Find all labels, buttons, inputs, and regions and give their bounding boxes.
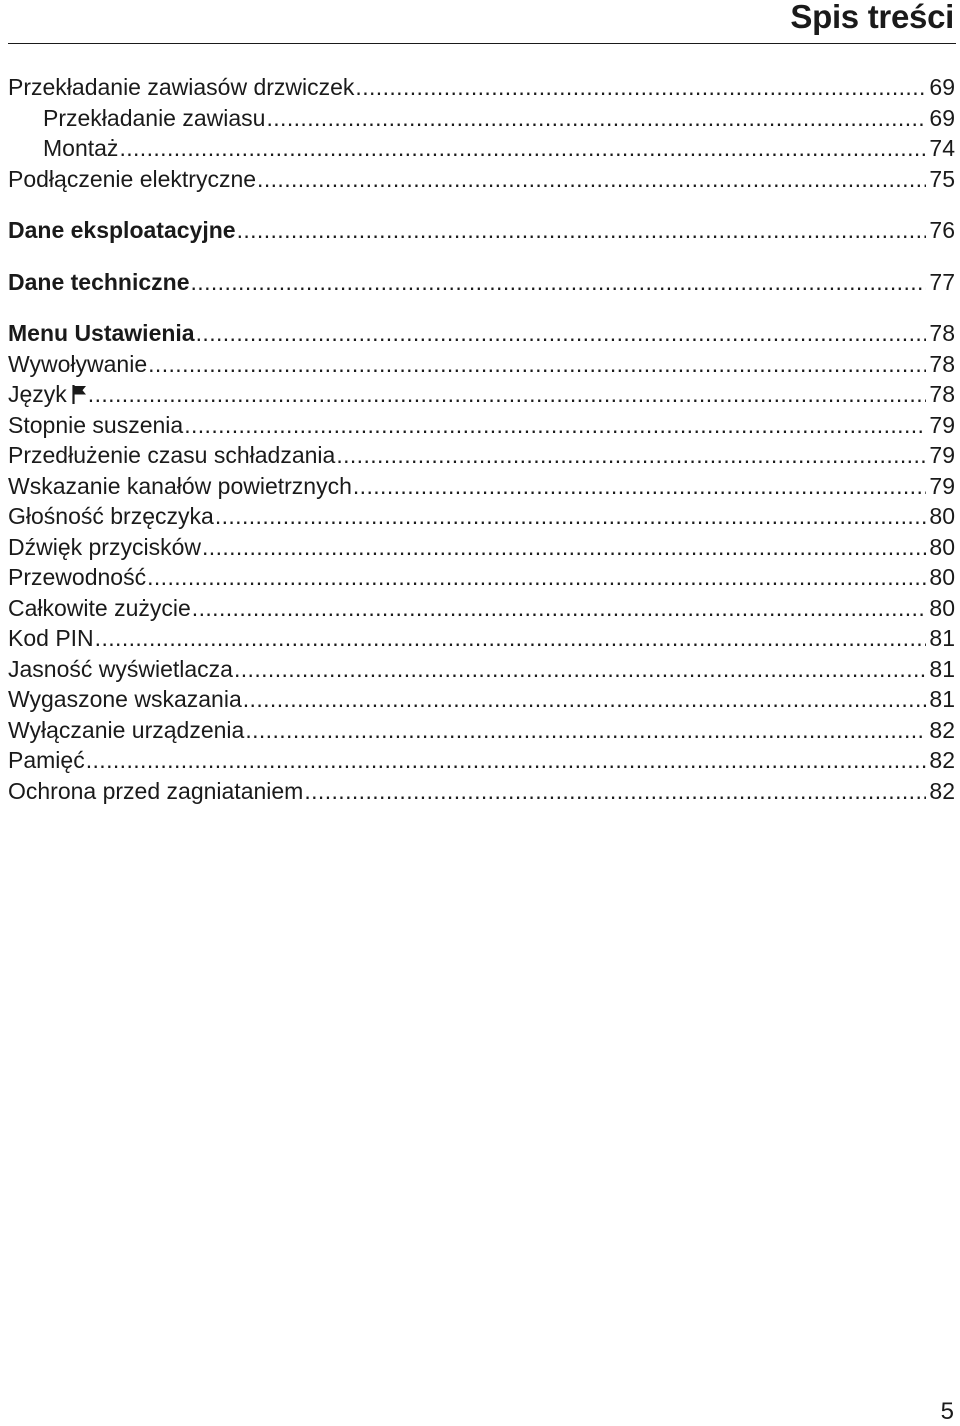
toc-entry-label [8, 267, 190, 297]
toc-leader-dots [266, 103, 926, 133]
toc-leader-dots [86, 745, 927, 775]
toc-leader-dots [191, 267, 927, 297]
toc-leader-dots [215, 501, 927, 531]
toc-entry-label [8, 776, 303, 806]
toc-entry-page: 78 [929, 381, 955, 407]
toc-entry-page: 81 [929, 655, 955, 682]
toc-leader-dots [95, 623, 927, 653]
toc-leader-dots [119, 133, 926, 163]
table-of-contents [8, 72, 955, 806]
toc-entry-title: Wyłączanie urządzenia [8, 716, 245, 743]
toc-entry-title: Przedłużenie czasu schładzania [8, 442, 336, 468]
toc-entry-label [8, 684, 242, 714]
toc-leader-dots [304, 776, 926, 806]
toc-entry-page: 69 [929, 74, 955, 100]
toc-entry-label [8, 501, 214, 531]
toc-entry-label [8, 440, 335, 470]
toc-leader-dots [336, 440, 926, 470]
toc-entry-page: 80 [929, 503, 955, 529]
toc-leader-dots [237, 215, 927, 245]
toc-entry-page: 82 [929, 716, 955, 743]
toc-entry-title: Jasność wyświetlacza [8, 655, 233, 682]
toc-entry-page: 81 [929, 686, 955, 712]
toc-entry[interactable] [8, 501, 955, 532]
toc-entry-label [8, 72, 354, 102]
toc-entry-page: 80 [929, 533, 955, 560]
toc-entry-title: Dźwięk przycisków [8, 533, 201, 560]
toc-entry-title: Przekładanie zawiasów drzwiczek [8, 74, 355, 100]
flag-icon [72, 381, 87, 400]
toc-entry-page: 76 [929, 217, 955, 243]
toc-entry[interactable] [8, 410, 955, 441]
toc-entry-label [8, 715, 244, 745]
toc-entry-label [8, 318, 195, 348]
toc-entry[interactable] [8, 440, 955, 471]
toc-entry-label [8, 410, 183, 440]
toc-leader-dots [234, 654, 926, 684]
toc-entry-title: Przewodność [8, 564, 147, 590]
toc-entry-page: 75 [929, 165, 955, 192]
toc-entry-page: 74 [929, 135, 955, 161]
toc-entry-label [8, 215, 236, 245]
toc-entry[interactable] [8, 776, 955, 807]
toc-entry-label [8, 654, 233, 684]
toc-entry-title: Montaż [43, 135, 119, 161]
toc-entry-label [8, 379, 87, 409]
toc-leader-dots [355, 72, 926, 102]
toc-entry-label [8, 471, 352, 501]
toc-leader-dots [147, 562, 926, 592]
toc-entry-page: 79 [929, 472, 955, 499]
toc-entry-label [8, 593, 191, 623]
toc-entry-title: Dane techniczne [8, 268, 190, 295]
toc-entry-label [8, 562, 146, 592]
toc-entry-title: Pamięć [8, 747, 85, 773]
toc-entry-title: Głośność brzęczyka [8, 503, 214, 529]
toc-entry-title: Ochrona przed zagniataniem [8, 777, 304, 804]
toc-entry-label [8, 623, 94, 653]
toc-leader-dots [196, 318, 927, 348]
toc-leader-dots [192, 593, 927, 623]
toc-entry[interactable] [8, 593, 955, 624]
toc-entry[interactable] [8, 562, 955, 593]
toc-entry-title: Całkowite zużycie [8, 594, 191, 621]
toc-entry-label [8, 164, 256, 194]
page-title: Spis treści [790, 0, 954, 35]
toc-entry-page: 82 [929, 747, 955, 773]
toc-entry[interactable] [8, 72, 955, 103]
toc-entry-page: 78 [929, 320, 955, 346]
toc-entry-page: 82 [929, 777, 955, 804]
toc-entry[interactable] [8, 745, 955, 776]
toc-entry[interactable] [8, 684, 955, 715]
toc-entry[interactable] [8, 715, 955, 746]
toc-leader-dots [184, 410, 926, 440]
toc-entry-page: 81 [929, 625, 955, 651]
toc-entry[interactable] [8, 215, 955, 246]
toc-entry-title: Wygaszone wskazania [8, 686, 242, 712]
toc-entry[interactable] [8, 349, 955, 380]
toc-leader-dots [353, 471, 927, 501]
toc-entry-page: 80 [929, 594, 955, 621]
toc-entry[interactable] [8, 133, 955, 164]
toc-entry[interactable] [8, 623, 955, 654]
toc-leader-dots [245, 715, 926, 745]
toc-entry[interactable] [8, 164, 955, 195]
toc-entry[interactable] [8, 471, 955, 502]
toc-entry-title: Kod PIN [8, 625, 94, 651]
toc-entry-title: Stopnie suszenia [8, 411, 184, 438]
toc-entry[interactable] [8, 318, 955, 349]
toc-leader-dots [257, 164, 926, 194]
toc-entry-page: 78 [929, 350, 955, 377]
header-divider [8, 43, 956, 44]
toc-entry[interactable] [8, 379, 955, 410]
toc-entry-label [43, 103, 265, 133]
toc-entry-title: Przekładanie zawiasu [43, 104, 266, 131]
toc-entry-label [8, 349, 147, 379]
toc-entry[interactable] [8, 267, 955, 298]
toc-entry[interactable] [8, 532, 955, 563]
toc-leader-dots [202, 532, 926, 562]
toc-leader-dots [148, 349, 926, 379]
toc-entry-title: Wskazanie kanałów powietrznych [8, 472, 352, 499]
toc-entry-page: 69 [929, 104, 955, 131]
toc-entry-label [43, 133, 118, 163]
toc-entry-title: Menu Ustawienia [8, 320, 195, 346]
toc-entry-title: Wywoływanie [8, 350, 148, 377]
toc-entry-title: Podłączenie elektryczne [8, 165, 257, 192]
toc-entry-label [8, 745, 85, 775]
page-header [0, 0, 958, 46]
toc-entry-label [8, 532, 201, 562]
toc-entry-title: Dane eksploatacyjne [8, 217, 236, 243]
toc-leader-dots [243, 684, 927, 714]
page-number: 5 [940, 1398, 954, 1425]
toc-entry-page: 79 [929, 442, 955, 468]
toc-leader-dots [88, 379, 927, 409]
toc-entry[interactable] [8, 103, 955, 134]
toc-entry-title: Język [8, 381, 67, 407]
toc-entry[interactable] [8, 654, 955, 685]
toc-entry-page: 80 [929, 564, 955, 590]
toc-entry-page: 77 [929, 268, 955, 295]
toc-entry-page: 79 [929, 411, 955, 438]
